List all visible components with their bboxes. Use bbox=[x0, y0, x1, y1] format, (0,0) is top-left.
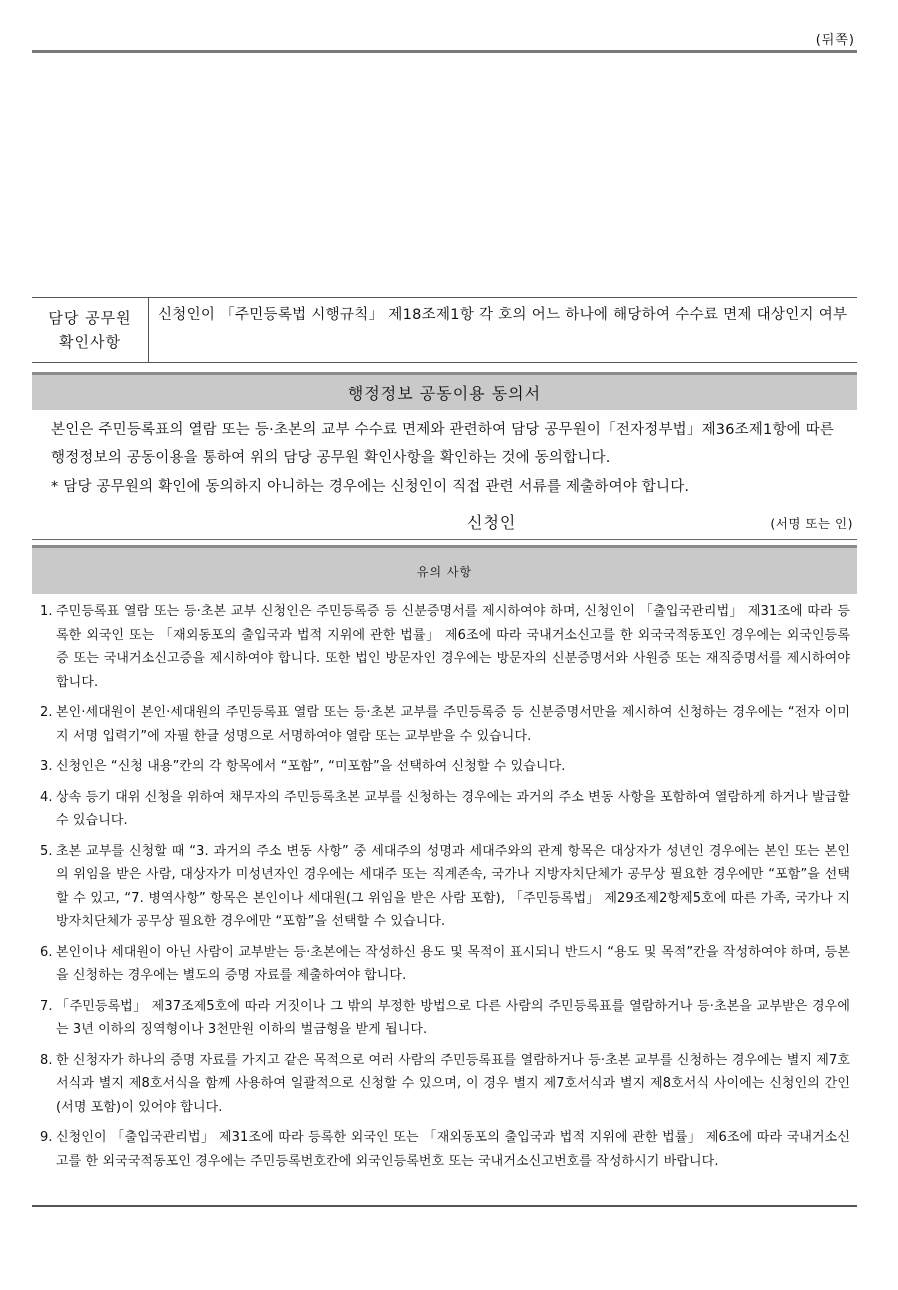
note-number: 7. bbox=[40, 998, 53, 1014]
applicant-label: 신청인 bbox=[467, 513, 517, 532]
note-item bbox=[40, 995, 850, 1042]
top-divider bbox=[32, 50, 857, 53]
note-number: 2. bbox=[40, 705, 53, 720]
official-check-header-line2: 확인사항 bbox=[59, 333, 121, 351]
bottom-divider bbox=[32, 1205, 857, 1207]
signature-label: (서명 또는 인) bbox=[770, 516, 853, 531]
note-item bbox=[40, 600, 850, 694]
consent-note: * 담당 공무원의 확인에 동의하지 아니하는 경우에는 신청인이 직접 관련 서류를 제출하여야 합니다. bbox=[51, 479, 690, 495]
note-number: 4. bbox=[40, 789, 53, 805]
note-item bbox=[40, 941, 850, 988]
note-text: 신청인이 「출입국관리법」 제31조에 따라 등록한 외국인 또는 「재외동포의 출입국과 법적 지위에 관한 법률」 제6조에 따라 국내거소신고를 한 외국국적동포인 경우에는 주민등록번호칸에 외국인등록번호 또는 국내거소신고번호를 작성하시기 바랍니다. bbox=[56, 1130, 850, 1169]
note-number: 5. bbox=[40, 843, 53, 859]
note-text: 주민등록표 열람 또는 등·초본 교부 신청인은 주민등록증 등 신분증명서를 제시하여야 하며, 신청인이 「출입국관리법」 제31조에 따라 등록한 외국인 또는 「재외동포의 출입국과 법적 지위에 관한 법률」 제6조에 따라 국내거소신고를 한 외국국적동포인 경우에는 외국인등록증 또는 국내거소신고증을 제시하여야 합니다. 또한 법인 방문자인 경우에는 방문자의 신분증명서와 사원증 또는 재직증명서를 제시하여야 합니다. bbox=[56, 604, 850, 690]
note-text: 상속 등기 대위 신청을 위하여 채무자의 주민등록초본 교부를 신청하는 경우에는 과거의 주소 변동 사항을 포함하여 열람하게 하거나 발급할 수 있습니다. bbox=[56, 789, 850, 828]
note-number: 3. bbox=[40, 759, 53, 774]
note-number: 1. bbox=[40, 604, 53, 619]
official-check-table bbox=[32, 297, 857, 363]
applicant-signature-row bbox=[32, 508, 857, 538]
note-item bbox=[40, 1126, 850, 1173]
note-item bbox=[40, 1049, 850, 1120]
page-side-label: (뒤쪽) bbox=[815, 33, 855, 48]
note-item bbox=[40, 840, 850, 934]
note-item bbox=[40, 786, 850, 833]
consent-body: 본인은 주민등록표의 열람 또는 등·초본의 교부 수수료 면제와 관련하여 담당 공무원이「전자정부법」제36조제1항에 따른 행정정보의 공동이용을 통하여 위의 담당 공무원 확인사항을 확인하는 것에 동의합니다. bbox=[51, 422, 835, 466]
notes-list bbox=[40, 600, 850, 1180]
note-item bbox=[40, 755, 850, 779]
official-check-header-line1: 담당 공무원 bbox=[48, 309, 132, 327]
note-text: 신청인은 “신청 내용”칸의 각 항목에서 “포함”, “미포함”을 선택하여 신청할 수 있습니다. bbox=[56, 759, 566, 774]
note-item bbox=[40, 701, 850, 748]
note-text: 한 신청자가 하나의 증명 자료를 가지고 같은 목적으로 여러 사람의 주민등록표를 열람하거나 등·초본 교부를 신청하는 경우에는 별지 제7호서식과 별지 제8호서식을 함께 사용하여 일괄적으로 신청할 수 있으며, 이 경우 별지 제7호서식과 별지 제8호서식 사이에는 신청인의 간인(서명 포함)이 있어야 합니다. bbox=[56, 1052, 850, 1115]
note-number: 8. bbox=[40, 1052, 53, 1068]
note-text: 「주민등록법」 제37조제5호에 따라 거짓이나 그 밖의 부정한 방법으로 다른 사람의 주민등록표를 열람하거나 등·초본을 교부받은 경우에는 3년 이하의 징역형이나 3천만원 이하의 벌금형을 받게 됩니다. bbox=[56, 998, 851, 1037]
notes-title: 유의 사항 bbox=[32, 545, 857, 594]
note-text: 초본 교부를 신청할 때 “3. 과거의 주소 변동 사항” 중 세대주의 성명과 세대주와의 관계 항목은 대상자가 성년인 경우에는 본인 또는 본인의 위임을 받은 사람, 대상자가 미성년자인 경우에는 세대주 또는 직계존속, 국가나 지방자치단체가 공무상 필요한 경우에만 “포함”을 선택할 수 있고, “7. 병역사항” 항목은 본인이나 세대원(그 위임을 받은 사람 포함), 「주민등록법」 제29조제2항제5호에 따른 가족, 국가나 지방자치단체가 공무상 필요한 경우에만 “포함”을 선택할 수 있습니다. bbox=[56, 843, 850, 929]
official-check-content: 신청인이 「주민등록법 시행규칙」 제18조제1항 각 호의 어느 하나에 해당하여 수수료 면제 대상인지 여부 bbox=[158, 307, 848, 323]
note-number: 9. bbox=[40, 1130, 53, 1145]
note-text: 본인·세대원이 본인·세대원의 주민등록표 열람 또는 등·초본 교부를 주민등록증 등 신분증명서만을 제시하여 신청하는 경우에는 “전자 이미지 서명 입력기”에 자필 한글 성명으로 서명하여야 열람 또는 교부받을 수 있습니다. bbox=[56, 705, 850, 744]
applicant-divider bbox=[32, 539, 857, 540]
official-check-header bbox=[32, 298, 149, 362]
consent-title: 행정정보 공동이용 동의서 bbox=[32, 372, 857, 410]
note-text: 본인이나 세대원이 아닌 사람이 교부받는 등·초본에는 작성하신 용도 및 목적이 표시되니 반드시 “용도 및 목적”칸을 작성하여야 하며, 등본을 신청하는 경우에는 별도의 증명 자료를 제출하여야 합니다. bbox=[56, 944, 850, 983]
note-number: 6. bbox=[40, 944, 53, 960]
